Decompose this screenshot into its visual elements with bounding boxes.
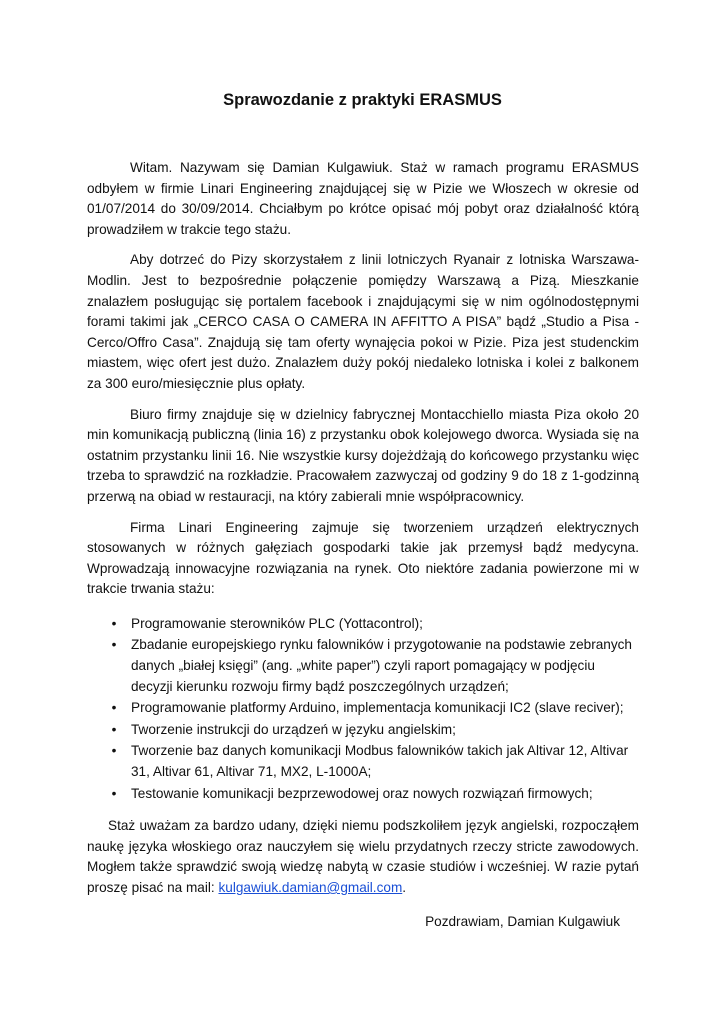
- paragraph-company-description: Firma Linari Engineering zajmuje się tworzeniem urządzeń elektrycznych stosowanych w różnych gałęziach gospodarki takie jak przemysł bądź medycyna. Wprowadzają innowacyjne rozwiązania na rynek. Oto niektóre zadania powierzone mi w trakcie trwania stażu:: [87, 519, 639, 597]
- task-text: Programowanie sterowników PLC (Yottacontrol);: [131, 615, 423, 631]
- bullet-icon: •: [111, 721, 117, 737]
- task-text: Testowanie komunikacji bezprzewodowej oraz nowych rozwiązań firmowych;: [131, 785, 593, 801]
- summary-period: .: [402, 880, 407, 895]
- bullet-icon: •: [111, 700, 117, 716]
- paragraph-office-commute: Biuro firmy znajduje się w dzielnicy fabrycznej Montacchiello miasta Piza około 20 min komunikacją publiczną (linia 16) z przystanku obok kolejowego dworca. Wysiada się na ostatnim przystanku linii 16. Nie wszystkie kursy dojeżdżają do końcowego przystanku więc trzeba to sprawdzić na rozkładzie. Pracowałem zazwyczaj od godziny 9 do 18 z 1-godzinną przerwą na obiad w restauracji, na który zabierali mnie współpracownicy.: [87, 406, 639, 504]
- list-item: [87, 741, 639, 782]
- signature: Pozdrawiam, Damian Kulgawiuk: [425, 914, 620, 929]
- task-text: Tworzenie baz danych komunikacji Modbus falowników takich jak Altivar 12, Altivar 31, Altivar 61, Altivar 71, MX2, L-1000A;: [131, 743, 629, 780]
- list-item: [87, 698, 639, 719]
- list-item: [87, 784, 639, 805]
- task-text: Programowanie platformy Arduino, implementacja komunikacji IC2 (slave reciver);: [131, 700, 624, 716]
- bullet-icon: •: [111, 615, 117, 631]
- list-item: [87, 720, 639, 741]
- document-title: Sprawozdanie z praktyki ERASMUS: [223, 91, 502, 109]
- document-body: [87, 158, 639, 899]
- task-list: [87, 614, 639, 804]
- bullet-icon: •: [111, 785, 117, 801]
- email-link[interactable]: kulgawiuk.damian@gmail.com: [218, 880, 403, 895]
- paragraph-intro: Witam. Nazywam się Damian Kulgawiuk. Staż w ramach programu ERASMUS odbyłem w firmie Linari Engineering znajdującej się w Pizie we Włoszech w okresie od 01/07/2014 do 30/09/2014. Chciałbym po krótce opisać mój pobyt oraz działalność którą prowadziłem w trakcie tego stażu.: [87, 160, 639, 237]
- paragraph-summary: [87, 816, 639, 898]
- task-text: Zbadanie europejskiego rynku falowników i przygotowanie na podstawie zebranych danych „białej księgi” (ang. „white paper”) czyli raport pomagający w podjęciu decyzji kierunku rozwoju firmy bądź poszczególnych urządzeń;: [131, 637, 632, 694]
- list-item: [87, 614, 639, 635]
- task-text: Tworzenie instrukcji do urządzeń w języku angielskim;: [131, 721, 456, 737]
- paragraph-travel-housing: Aby dotrzeć do Pizy skorzystałem z linii lotniczych Ryanair z lotniska Warszawa-Modlin. Jest to bezpośrednie połączenie pomiędzy Warszawą a Pizą. Mieszkanie znalazłem posługując się portalem facebook i znajdującymi się w nim ogólnodostępnymi forami takimi jak „CERCO CASA O CAMERA IN AFFITTO A PISA” bądź „Studio a Pisa - Cerco/Offro Casa”. Znajdują się tam oferty wynajęcia pokoi w Pizie. Piza jest studenckim miastem, więc ofert jest dużo. Znalazłem duży pokój niedaleko lotniska i kolei z balkonem za 300 euro/miesięcznie plus opłaty.: [87, 252, 639, 391]
- bullet-icon: •: [111, 743, 117, 759]
- summary-text: Staż uważam za bardzo udany, dzięki niemu podszkoliłem język angielski, rozpocząłem naukę języka włoskiego oraz nauczyłem się wielu przydatnych rzeczy stricte zawodowych. Mogłem także sprawdzić swoją wiedzę nabytą w czasie studiów i wcześniej. W razie pytań proszę pisać na mail:: [87, 818, 639, 895]
- bullet-icon: •: [111, 637, 117, 653]
- list-item: [87, 635, 639, 697]
